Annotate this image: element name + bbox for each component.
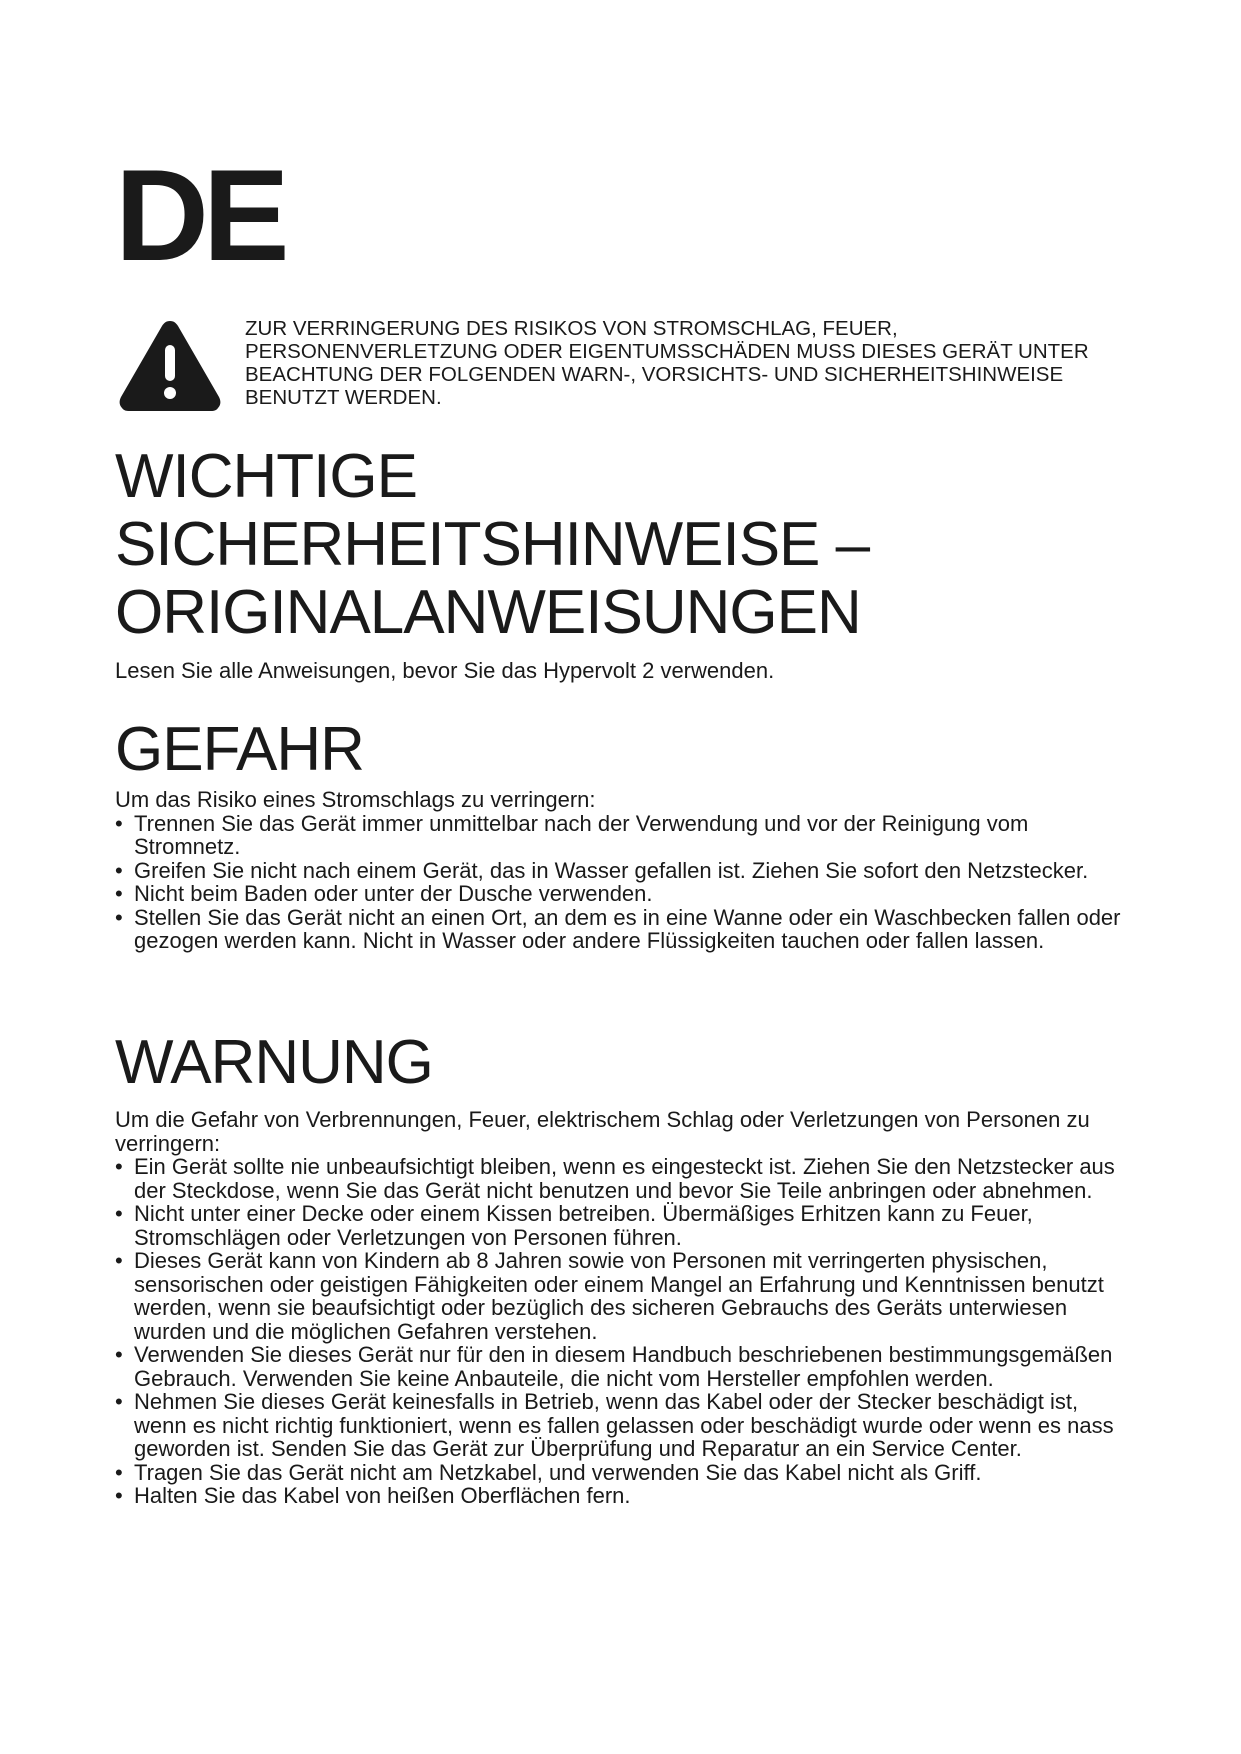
bullet: • [115, 1248, 123, 1273]
bullet: • [115, 904, 123, 930]
warning-text: ZUR VERRINGERUNG DES RISIKOS VON STROMSCHLAG, FEUER, PERSONENVERLETZUNG ODER EIGENTUMSSCHÄDEN MUSS DIESES GERÄT UNTER BEACHTUNG DER FOLGENDEN WARN-, VORSICHTS- UND SICHERHEITSHINWEISE BENUTZT WERDEN. [245, 317, 1089, 409]
warnung-heading: WARNUNG [115, 1028, 433, 1097]
danger-section [115, 788, 1135, 953]
bullet: • [115, 1483, 123, 1508]
list-item [115, 812, 1135, 859]
language-code: DE [115, 142, 284, 288]
list-item [115, 1155, 1135, 1202]
list-item [115, 906, 1135, 953]
danger-list [115, 812, 1135, 953]
list-item [115, 1343, 1135, 1390]
bullet: • [115, 1201, 123, 1226]
list-item-text: Verwenden Sie dieses Gerät nur für den in diesem Handbuch beschriebenen bestimmungsgemäßen Gebrauch. Verwenden Sie keine Anbauteile, die nicht vom Hersteller empfohlen werden. [134, 1342, 1113, 1391]
main-heading-line: ORIGINALANWEISUNGEN [115, 578, 861, 647]
danger-heading: GEFAHR [115, 715, 364, 784]
bullet: • [115, 1154, 123, 1179]
list-item-text: Tragen Sie das Gerät nicht am Netzkabel, und verwenden Sie das Kabel nicht als Griff. [134, 1459, 982, 1485]
bullet: • [115, 881, 123, 906]
list-item-text: Dieses Gerät kann von Kindern ab 8 Jahren sowie von Personen mit verringerten physischen, sensorischen oder geistigen Fähigkeiten oder einem Mangel an Erfahrung und Kenntnissen benutzt werden, wenn sie beaufsichtigt oder bezüglich des sicheren Gebrauchs des Geräts unterwiesen wurden und die möglichen Gefahren verstehen. [134, 1248, 1104, 1344]
list-item-text: Greifen Sie nicht nach einem Gerät, das in Wasser gefallen ist. Ziehen Sie sofort den Netzstecker. [134, 857, 1089, 883]
list-item [115, 1202, 1135, 1249]
main-heading-line: WICHTIGE [115, 442, 417, 511]
main-heading-line: SICHERHEITSHINWEISE – [115, 510, 870, 579]
list-item-text: Halten Sie das Kabel von heißen Oberflächen fern. [134, 1483, 631, 1508]
list-item-text: Nicht unter einer Decke oder einem Kissen betreiben. Übermäßiges Erhitzen kann zu Feuer, Stromschlägen oder Verletzungen von Personen führen. [134, 1201, 1033, 1250]
list-item-text: Ein Gerät sollte nie unbeaufsichtigt bleiben, wenn es eingesteckt ist. Ziehen Sie den Netzstecker aus der Steckdose, wenn Sie das Gerät nicht benutzen und bevor Sie Teile anbringen oder abnehmen. [134, 1154, 1115, 1203]
bullet: • [115, 1342, 123, 1367]
list-item [115, 1390, 1135, 1461]
list-item-text: Nehmen Sie dieses Gerät keinesfalls in Betrieb, wenn das Kabel oder der Stecker beschädigt ist, wenn es nicht richtig funktioniert, wenn es fallen gelassen oder beschädigt wurde oder wenn es nass geworden ist. Senden Sie das Gerät zur Überprüfung und Reparatur an ein Service Center. [134, 1389, 1114, 1461]
main-heading [115, 443, 1135, 647]
danger-lead: Um das Risiko eines Stromschlags zu verringern: [115, 787, 596, 812]
bullet: • [115, 1459, 123, 1485]
list-item-text: Nicht beim Baden oder unter der Dusche verwenden. [134, 881, 653, 906]
list-item-text: Stellen Sie das Gerät nicht an einen Ort, an dem es in eine Wanne oder ein Waschbecken fallen oder gezogen werden kann. Nicht in Wasser oder andere Flüssigkeiten tauchen oder fallen lassen. [134, 904, 1121, 953]
intro-text: Lesen Sie alle Anweisungen, bevor Sie das Hypervolt 2 verwenden. [115, 658, 775, 683]
list-item [115, 1484, 1135, 1508]
list-item-text: Trennen Sie das Gerät immer unmittelbar nach der Verwendung und vor der Reinigung vom Stromnetz. [134, 810, 1029, 859]
warning-notice [115, 315, 1135, 415]
bullet: • [115, 810, 123, 836]
warnung-list [115, 1155, 1135, 1508]
list-item [115, 1461, 1135, 1485]
list-item [115, 882, 1135, 906]
warnung-section [115, 1108, 1135, 1508]
warnung-lead: Um die Gefahr von Verbrennungen, Feuer, elektrischem Schlag oder Verletzungen von Personen zu verringern: [115, 1107, 1090, 1156]
warning-triangle-icon [115, 315, 225, 413]
bullet: • [115, 857, 123, 883]
bullet: • [115, 1389, 123, 1414]
list-item [115, 859, 1135, 883]
list-item [115, 1249, 1135, 1343]
